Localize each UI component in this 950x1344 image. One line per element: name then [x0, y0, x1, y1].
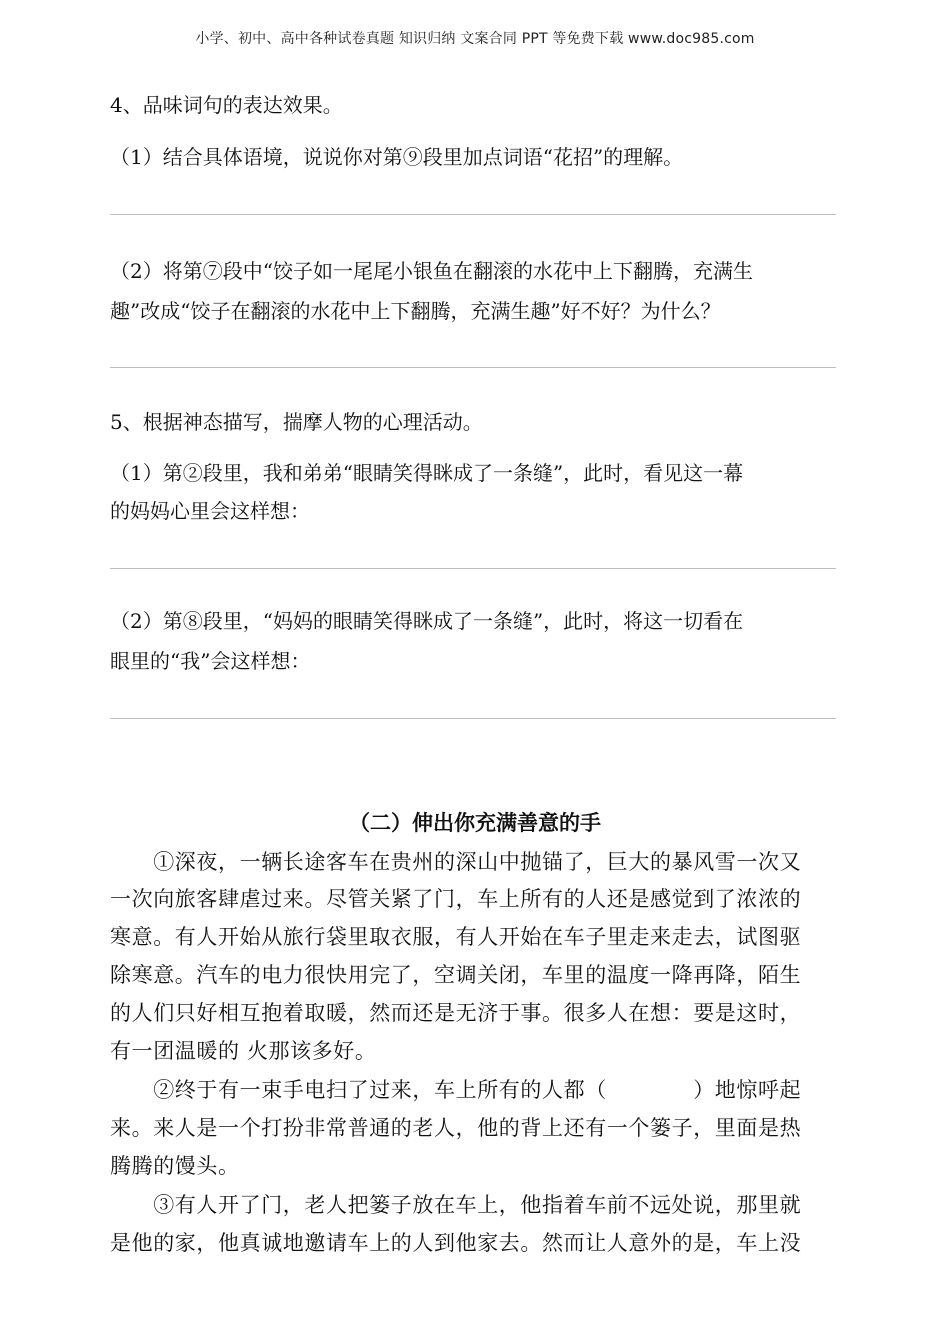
question-5-title: 5、根据神态描写，揣摩人物的心理活动。	[110, 410, 483, 434]
question-5-2-line1: （2）第⑧段里，“妈妈的眼睛笑得眯成了一条缝”，此时，将这一切看在	[110, 609, 744, 633]
question-4-2-line1: （2）将第⑦段中“饺子如一尾尾小银鱼在翻滚的水花中上下翻腾，充满生	[110, 259, 753, 283]
question-4-2-line2: 趣”改成“饺子在翻滚的水花中上下翻腾，充满生趣”好不好？为什么？	[110, 299, 721, 323]
answer-line-5-2[interactable]	[110, 718, 836, 719]
passage-line: 是他的家，他真诚地邀请车上的人到他家去。然而让人意外的是，车上没	[110, 1231, 802, 1255]
answer-line-5-1[interactable]	[110, 568, 836, 569]
passage-title: （二）伸出你充满善意的手	[349, 811, 601, 835]
passage-line: 有一团温暖的 火那该多好。	[110, 1039, 377, 1063]
answer-line-4-2[interactable]	[110, 367, 836, 368]
passage-line: 一次向旅客肆虐过来。尽管关紧了门，车上所有的人还是感觉到了浓浓的	[110, 887, 802, 911]
question-5-1-line1: （1）第②段里，我和弟弟“眼睛笑得眯成了一条缝”，此时，看见这一幕	[110, 461, 744, 485]
passage-line: 腾腾的馒头。	[110, 1154, 240, 1178]
passage-line: 来。来人是一个打扮非常普通的老人，他的背上还有一个篓子，里面是热	[110, 1116, 802, 1140]
passage-line: ②终于有一束手电扫了过来，车上所有的人都（ ）地惊呼起	[110, 1078, 802, 1102]
question-5-1-line2: 的妈妈心里会这样想：	[110, 499, 310, 523]
question-4-title: 4、品味词句的表达效果。	[110, 93, 343, 117]
passage-line: ①深夜，一辆长途客车在贵州的深山中抛锚了，巨大的暴风雪一次又	[110, 850, 802, 874]
passage-line: 的人们只好相互抱着取暖，然而还是无济于事。很多人在想：要是这时，	[110, 1001, 802, 1025]
answer-line-4-1[interactable]	[110, 214, 836, 215]
passage-line: ③有人开了门，老人把篓子放在车上，他指着车前不远处说，那里就	[110, 1193, 802, 1217]
passage-line: 寒意。有人开始从旅行袋里取衣服，有人开始在车子里走来走去，试图驱	[110, 925, 802, 949]
question-4-1: （1）结合具体语境，说说你对第⑨段里加点词语“花招”的理解。	[110, 145, 684, 169]
question-5-2-line2: 眼里的“我”会这样想：	[110, 649, 311, 673]
passage-line: 除寒意。汽车的电力很快用完了，空调关闭，车里的温度一降再降，陌生	[110, 963, 802, 987]
page-header-watermark: 小学、初中、高中各种试卷真题 知识归纳 文案合同 PPT 等免费下载 www.doc985.com	[195, 31, 755, 47]
